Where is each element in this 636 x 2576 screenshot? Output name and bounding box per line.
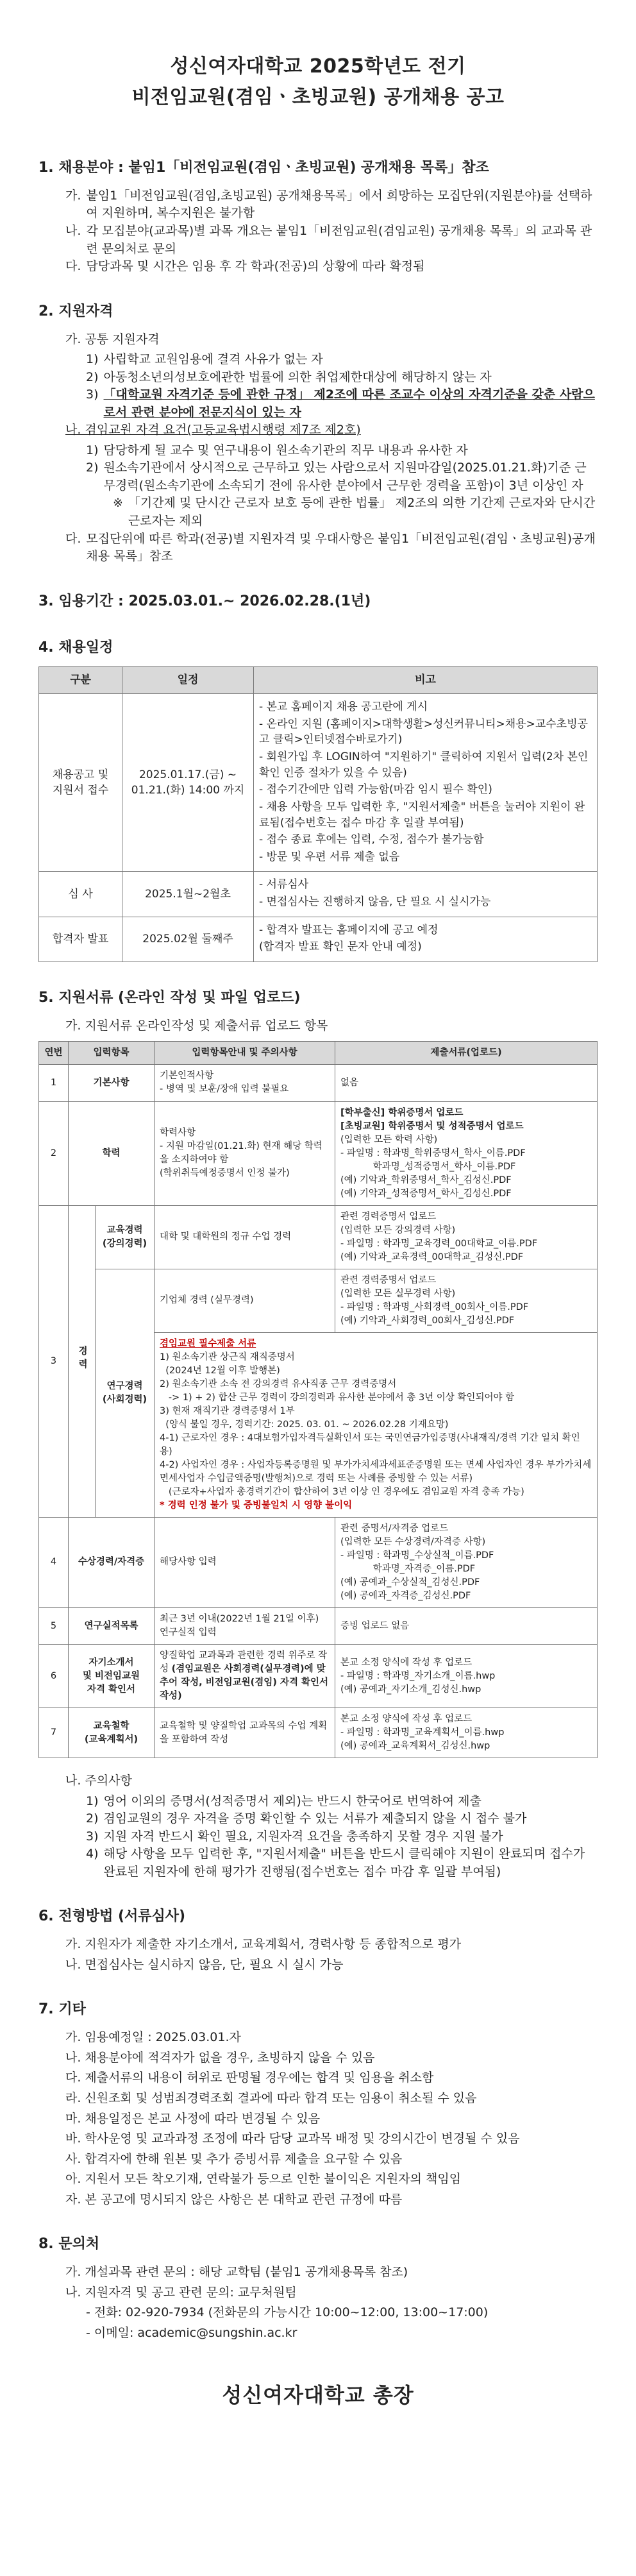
s5-c3 <box>86 1828 598 1846</box>
docs-guide: 최근 3년 이내(2022년 1월 21일 이후) 연구실적 입력 <box>155 1608 335 1645</box>
list-item: 마. 채용일정은 본교 사정에 따라 변경될 수 있음 <box>65 2111 321 2126</box>
docs-no: 6 <box>39 1645 69 1708</box>
s5-c2 <box>86 1810 598 1828</box>
docs-guide: 해당사항 입력 <box>155 1517 335 1607</box>
docs-guide: 교육철학 및 양질학업 교과목의 수업 계획을 포함하여 작성 <box>155 1708 335 1758</box>
section-contact <box>38 2234 598 2342</box>
docs-guide-emphasis: (겸임교원은 사회경력(실무경력)에 맞추어 작성, 비전임교원(겸임) 자격 확인서 작성) <box>160 1664 329 1702</box>
docs-guide <box>155 1645 335 1708</box>
docs-upload-heading: [학부출신] 학위증명서 업로드 <box>340 1107 464 1118</box>
docs-no: 2 <box>39 1101 69 1205</box>
s2-da-text: 모집단위에 따른 학과(전공)별 지원자격 및 우대사항은 붙임1「비전임교원(겸임ㆍ초빙교원)공개채용 목록」참조 <box>86 531 596 564</box>
list-item: 아. 지원서 모든 착오기재, 연락불가 등으로 인한 불이익은 지원자의 책임임 <box>65 2172 462 2187</box>
section-3-heading: 3. 임용기간 : 2025.03.01.~ 2026.02.28.(1년) <box>38 593 371 609</box>
docs-no: 5 <box>39 1608 69 1645</box>
s6-na: 나. 면접심사는 실시하지 않음, 단, 필요 시 실시 가능 <box>65 1957 344 1972</box>
schedule-note: - 면접심사는 진행하지 않음, 단 필요 시 실시가능 <box>259 895 491 909</box>
docs-group-label: 경력 <box>77 1346 87 1373</box>
schedule-note: - 채용 사항을 모두 입력한 후, "지원서제출" 버튼을 눌러야 지원이 완료됨(접수번호는 접수 마감 후 일괄 부여됨) <box>259 800 585 829</box>
s5-c1-text: 영어 이외의 증명서(성적증명서 제외)는 반드시 한국어로 번역하여 제출 <box>103 1793 481 1808</box>
schedule-date: 2025.02월 둘째주 <box>122 917 254 962</box>
s5-c2-marker: 2) <box>86 1811 99 1826</box>
docs-upload: 본교 소정 양식에 작성 후 업로드 - 파일명 : 학과명_자기소개_이름.hwp (예) 공예과_자기소개_김성신.hwp <box>335 1645 598 1708</box>
docs-upload <box>335 1101 598 1205</box>
docs-col-guide: 입력항목안내 및 주의사항 <box>155 1042 335 1065</box>
table-row <box>39 1101 598 1205</box>
section-7-heading: 7. 기타 <box>38 2001 86 2018</box>
docs-col-no: 연번 <box>39 1042 69 1065</box>
docs-guide: 기본인적사항 - 병역 및 보훈/장애 입력 불필요 <box>155 1065 335 1101</box>
docs-item: 기본사항 <box>69 1065 155 1101</box>
schedule-note: - 본교 홈페이지 채용 공고란에 게시 <box>259 700 428 714</box>
docs-upload: 없음 <box>335 1065 598 1101</box>
docs-no: 1 <box>39 1065 69 1101</box>
docs-upload: 관련 경력증명서 업로드 (입력한 모든 실무경력 사항) - 파일명 : 학과명_사회경력_00회사_이름.PDF (예) 기악과_사회경력_00회사_김성신.PDF <box>335 1269 598 1332</box>
table-row <box>39 1065 598 1101</box>
docs-required-warning: * 경력 인정 불가 및 증빙불일치 시 영향 불이익 <box>160 1500 353 1511</box>
docs-required-heading: 겸임교원 필수제출 서류 <box>160 1338 256 1349</box>
s2-da <box>65 530 598 566</box>
s1-item-na <box>65 223 598 258</box>
schedule-kind: 합격자 발표 <box>39 917 122 962</box>
section-1-heading: 1. 채용분야 : 붙임1「비전임교원(겸임ㆍ초빙교원) 공개채용 목록」참조 <box>38 160 489 176</box>
s2-note-marker: ※ <box>113 496 123 511</box>
list-item: 가. 임용예정일 : 2025.03.01.자 <box>65 2030 241 2045</box>
docs-item: 학력 <box>69 1101 155 1205</box>
list-item: 다. 제출서류의 내용이 허위로 판명될 경우에는 합격 및 임용을 취소함 <box>65 2071 434 2085</box>
contact-phone: - 전화: 02-920-7934 (전화문의 가능시간 10:00~12:00, 13:00~17:00) <box>86 2305 489 2320</box>
table-row <box>39 1269 598 1332</box>
s2-da-marker: 다. <box>65 531 81 546</box>
table-row <box>39 1205 598 1269</box>
schedule-note: - 방문 및 우편 서류 제출 없음 <box>259 850 400 863</box>
s2-n1 <box>86 442 598 460</box>
schedule-col-date: 일정 <box>122 667 254 694</box>
title-block <box>38 51 598 113</box>
section-selection <box>38 1906 598 1974</box>
table-row <box>39 1645 598 1708</box>
s2-n2-marker: 2) <box>86 461 99 475</box>
schedule-table <box>38 666 598 962</box>
s2-i2-text: 아동청소년의성보호에관한 법률에 의한 취업제한대상에 해당하지 않는 자 <box>103 369 492 384</box>
s2-n1-text: 담당하게 될 교수 및 연구내용이 원소속기관의 직무 내용과 유사한 자 <box>103 443 468 457</box>
docs-item: 연구실적목록 <box>69 1608 155 1645</box>
s1-na-text: 각 모집분야(교과목)별 과목 개요는 붙임1「비전임교원(겸임교원) 공개채용 목록」의 교과목 관련 문의처로 문의 <box>86 223 592 256</box>
schedule-note: - 접수 종료 후에는 입력, 수정, 접수가 불가능함 <box>259 833 484 847</box>
schedule-row-announcement <box>39 917 598 962</box>
s5-na: 나. 주의사항 <box>65 1774 132 1788</box>
schedule-date: 2025.01.17.(금) ~ 01.21.(화) 14:00 까지 <box>122 694 254 872</box>
schedule-note: - 회원가입 후 LOGIN하여 "지원하기" 클릭하여 지원서 입력(2차 본인 확인 인증 절차가 있을 수 있음) <box>259 750 589 779</box>
s2-item-1 <box>86 351 598 369</box>
docs-required-detail: 1) 원소속기관 상근직 재직증명서 (2024년 12월 이후 발행본) 2) 원소속기관 소속 전 강의경력 유사직종 근무 경력증명서 -> 1) + 2) 합산 근무 경력이 강의경력과 유사한 분야에서 총 3년 이상 확인되어야 함 3) 현재 재직기관 경력증명서 1부 (양식 불일 경우, 경력기간: 2025. 03. 01. ~ 2026.02.28 기재요망) 4-1) 근로자인 경우 : 4대보험가입자격득실확인서 또는 국민연금가입증명(사내재직/경력 기간 일치 확인용) 4-2) 사업자인 경우 : 사업자등록증명원 및 부가가치세과세표준증명원 또는 면세 사업자인 경우 부가가치세면세사업자 수입금액증명(발행처)으로 경력 또는 사례를 증빙할 수 있는 서류) (근로자+사업자 총경력기간이 합산하여 3년 이상 인 경우에도 겸임교원 자격 충족 가능) <box>160 1352 592 1497</box>
list-item: 사. 합격자에 한해 원본 및 추가 증빙서류 제출을 요구할 수 있음 <box>65 2151 403 2166</box>
schedule-header-row <box>39 667 598 694</box>
contact-email: - 이메일: academic@sungshin.ac.kr <box>86 2325 297 2340</box>
section-4-heading: 4. 채용일정 <box>38 639 113 656</box>
s5-c3-marker: 3) <box>86 1829 99 1843</box>
table-row <box>39 1517 598 1607</box>
section-8-heading: 8. 문의처 <box>38 2236 100 2253</box>
docs-guide: 기업체 경력 (실무경력) <box>155 1269 335 1332</box>
s2-item-3 <box>86 386 598 421</box>
s2-na: 나. 겸임교원 자격 요건(고등교육법시행령 제7조 제2호) <box>65 423 361 437</box>
schedule-row-review <box>39 872 598 917</box>
s2-i1-text: 사립학교 교원임용에 결격 사유가 없는 자 <box>103 352 323 367</box>
schedule-notes <box>254 872 598 917</box>
s5-c1-marker: 1) <box>86 1793 99 1808</box>
section-misc <box>38 1999 598 2208</box>
section-term <box>38 591 598 612</box>
table-row <box>39 1608 598 1645</box>
docs-no: 7 <box>39 1708 69 1758</box>
s2-i1-marker: 1) <box>86 352 99 367</box>
docs-no: 3 <box>39 1205 69 1517</box>
s1-ga-text: 붙임1「비전임교원(겸임,초빙교원) 공개채용목록」에서 희망하는 모집단위(지원분야)를 선택하여 지원하며, 복수지원은 불가함 <box>86 188 592 221</box>
documents-table <box>38 1041 598 1758</box>
s1-da-marker: 다. <box>65 259 81 274</box>
section-documents <box>38 988 598 1881</box>
docs-guide-text: 양질학업 교과목과 관련한 경력 위주로 작성 <box>160 1650 328 1675</box>
schedule-kind: 채용공고 및 지원서 접수 <box>39 694 122 872</box>
s2-n2 <box>86 459 598 495</box>
s5-c1 <box>86 1793 598 1811</box>
s1-na-marker: 나. <box>65 223 81 238</box>
s2-note <box>113 495 598 530</box>
table-row <box>39 1708 598 1758</box>
docs-subitem: 연구경력 (사회경력) <box>96 1269 155 1517</box>
s2-ga: 가. 공통 지원자격 <box>65 332 160 346</box>
schedule-note: - 서류심사 <box>259 878 309 892</box>
docs-no: 4 <box>39 1517 69 1607</box>
docs-guide: 대학 및 대학원의 정규 수업 경력 <box>155 1205 335 1269</box>
s6-ga: 가. 지원자가 제출한 자기소개서, 교육계획서, 경력사항 등 종합적으로 평가 <box>65 1937 462 1952</box>
s2-i2-marker: 2) <box>86 369 99 384</box>
s2-n2-text: 원소속기관에서 상시적으로 근무하고 있는 사람으로서 지원마감일(2025.01.21.화)기준 근무경력(원소속기관에 소속되기 전에 유사한 분야에서 근무한 경력을 포함)이 3년 이상인 자 <box>103 461 587 493</box>
s2-note-text: 「기간제 및 단시간 근로자 보호 등에 관한 법률」 제2조의 의한 기간제 근로자와 단시간 근로자는 제외 <box>128 496 596 528</box>
s1-da-text: 담당과목 및 시간은 임용 후 각 학과(전공)의 상황에 따라 확정됨 <box>86 259 425 274</box>
title-line-1: 성신여자대학교 2025학년도 전기 <box>170 55 466 78</box>
schedule-notes <box>254 917 598 962</box>
s8-na: 나. 지원자격 및 공고 관련 문의: 교무처원팀 <box>65 2285 297 2300</box>
s5-c4-text: 해당 사항을 모두 입력한 후, "지원서제출" 버튼을 반드시 클릭해야 지원이 완료되며 접수가 완료된 지원자에 한해 평가가 진행됨(접수번호는 접수 마감 후 일괄 부여됨) <box>103 1847 585 1879</box>
docs-upload-required <box>155 1332 598 1517</box>
section-schedule <box>38 638 598 963</box>
s5-ga: 가. 지원서류 온라인작성 및 제출서류 업로드 항목 <box>65 1018 328 1033</box>
schedule-col-kind: 구분 <box>39 667 122 694</box>
schedule-kind: 심 사 <box>39 872 122 917</box>
schedule-date: 2025.1월~2월초 <box>122 872 254 917</box>
s2-i3-text: 「대학교원 자격기준 등에 관한 규정」 제2조에 따른 조교수 이상의 자격기준을 갖춘 사람으로서 관련 분야에 전문지식이 있는 자 <box>103 387 595 419</box>
docs-group-career <box>69 1205 96 1517</box>
docs-subitem: 교육경력 (강의경력) <box>96 1205 155 1269</box>
schedule-row-application <box>39 694 598 872</box>
docs-item: 수상경력/자격증 <box>69 1517 155 1607</box>
signature-president: 성신여자대학교 총장 <box>222 2383 414 2408</box>
s1-item-ga <box>65 187 598 223</box>
list-item: 나. 채용분야에 적격자가 없을 경우, 초빙하지 않을 수 있음 <box>65 2050 375 2065</box>
section-qualifications <box>38 301 598 566</box>
s2-item-2 <box>86 369 598 387</box>
s5-c4 <box>86 1845 598 1881</box>
s1-ga-marker: 가. <box>65 188 81 203</box>
schedule-note: - 합격자 발표는 홈페이지에 공고 예정 <box>259 923 439 936</box>
list-item: 자. 본 공고에 명시되지 않은 사항은 본 대학교 관련 규정에 따름 <box>65 2192 403 2207</box>
s5-c3-text: 지원 자격 반드시 확인 필요, 지원자격 요건을 충족하지 못할 경우 지원 불가 <box>103 1829 503 1843</box>
schedule-note: - 접수기간에만 입력 가능함(마감 임시 필수 확인) <box>259 783 492 797</box>
schedule-note: (합격자 발표 확인 문자 안내 예정) <box>259 940 422 954</box>
schedule-note: - 온라인 지원 (홈페이지>대학생활>성신커뮤니티>채용>교수초빙공고 클릭>인터넷접수바로가기) <box>259 717 588 747</box>
section-recruitment-field <box>38 158 598 276</box>
section-2-heading: 2. 지원자격 <box>38 303 113 319</box>
docs-upload: 본교 소정 양식에 작성 후 업로드 - 파일명 : 학과명_교육계획서_이름.hwp (예) 공예과_교육계획서_김성신.hwp <box>335 1708 598 1758</box>
s2-n1-marker: 1) <box>86 443 99 457</box>
section-6-heading: 6. 전형방법 (서류심사) <box>38 1908 186 1925</box>
s5-c4-marker: 4) <box>86 1847 99 1861</box>
schedule-col-notes: 비고 <box>254 667 598 694</box>
schedule-notes <box>254 694 598 872</box>
s1-item-da <box>65 258 598 276</box>
docs-upload-detail: (입력한 모든 학력 사항) - 파일명 : 학과명_학위증명서_학사_이름.PDF 학과명_성적증명서_학사_이름.PDF (예) 기악과_학위증명서_학사_김성신.PDF (예) 기악과_성적증명서_학사_김성신.PDF <box>340 1134 526 1199</box>
docs-upload: 증빙 업로드 없음 <box>335 1608 598 1645</box>
list-item: 바. 학사운영 및 교과과정 조정에 따라 담당 교과목 배정 및 강의시간이 변경될 수 있음 <box>65 2131 520 2146</box>
list-item: 라. 신원조회 및 성범죄경력조회 결과에 따라 합격 또는 임용이 취소될 수 있음 <box>65 2090 477 2105</box>
section-5-heading: 5. 지원서류 (온라인 작성 및 파일 업로드) <box>38 990 301 1006</box>
docs-guide: 학력사항 - 지원 마감일(01.21.화) 현재 해당 학력을 소지하여야 함 (학위취득예정증명서 인정 불가) <box>155 1101 335 1205</box>
docs-upload: 관련 경력증명서 업로드 (입력한 모든 강의경력 사항) - 파일명 : 학과명_교육경력_00대학교_이름.PDF (예) 기악과_교육경력_00대학교_김성신.PDF <box>335 1205 598 1269</box>
docs-upload: 관련 증명서/자격증 업로드 (입력한 모든 수상경력/자격증 사항) - 파일명 : 학과명_수상실적_이름.PDF 학과명_자격증_이름.PDF (예) 공예과_수상실적_김성신.PDF (예) 공예과_자격증_김성신.PDF <box>335 1517 598 1607</box>
docs-item: 자기소개서 및 비전임교원 자격 확인서 <box>69 1645 155 1708</box>
title-line-2: 비전임교원(겸임ㆍ초빙교원) 공개채용 공고 <box>131 86 505 108</box>
s5-c2-text: 겸임교원의 경우 자격을 증명 확인할 수 있는 서류가 제출되지 않을 시 접수 불가 <box>103 1811 527 1826</box>
s2-i3-marker: 3) <box>86 387 99 402</box>
docs-upload-heading: [초빙교원] 학위증명서 및 성적증명서 업로드 <box>340 1121 524 1131</box>
documents-header-row <box>39 1042 598 1065</box>
s8-ga: 가. 개설과목 관련 문의 : 해당 교학팀 (붙임1 공개채용목록 참조) <box>65 2265 408 2280</box>
docs-col-item: 입력항목 <box>69 1042 155 1065</box>
docs-item: 교육철학 (교육계획서) <box>69 1708 155 1758</box>
docs-col-upload: 제출서류(업로드) <box>335 1042 598 1065</box>
